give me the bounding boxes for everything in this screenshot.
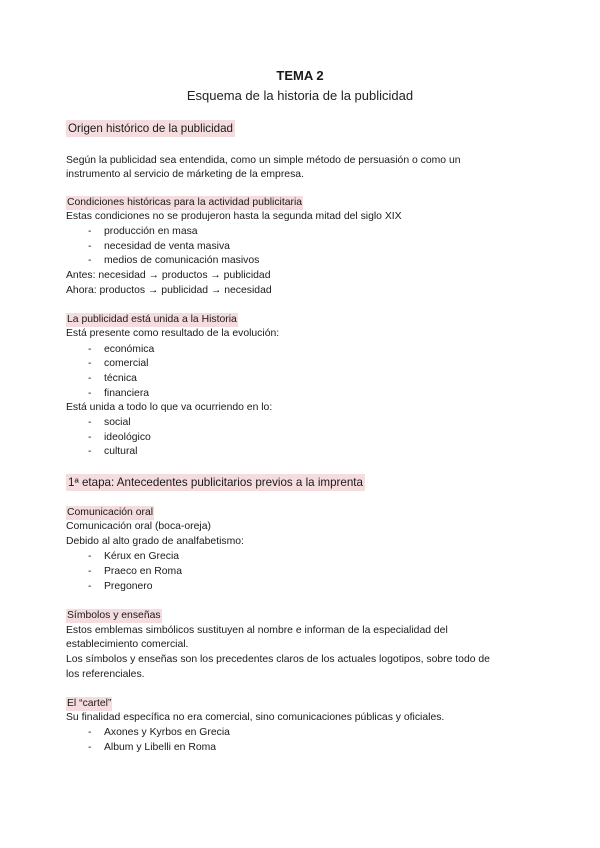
section-heading-etapa1: 1ª etapa: Antecedentes publicitarios previos a la imprenta <box>68 476 363 489</box>
list-item: ideológico <box>104 432 151 443</box>
bullet-dash: - <box>88 742 92 753</box>
list-item: necesidad de venta masiva <box>104 241 230 252</box>
bullet-dash: - <box>88 388 92 399</box>
bullet-dash: - <box>88 727 92 738</box>
list-item: Album y Libelli en Roma <box>104 742 217 753</box>
subheading-cartel: El “cartel” <box>67 698 112 709</box>
bullet-dash: - <box>88 417 92 428</box>
paragraph-line: Según la publicidad sea entendida, como un simple método de persuasión o como un <box>66 155 461 166</box>
bullet-dash: - <box>88 255 92 266</box>
bullet-dash: - <box>88 581 92 592</box>
bullet-dash: - <box>88 432 92 443</box>
paragraph-line: Está unida a todo lo que va ocurriendo en lo: <box>66 402 273 413</box>
list-item: económica <box>104 344 155 355</box>
list-item: técnica <box>104 373 137 384</box>
list-item: financiera <box>104 388 150 399</box>
list-item: Axones y Kyrbos en Grecia <box>104 727 230 738</box>
bullet-dash: - <box>88 358 92 369</box>
section-heading-origen: Origen histórico de la publicidad <box>68 122 233 135</box>
list-item: Kérux en Grecia <box>104 551 180 562</box>
list-item: cultural <box>104 446 138 457</box>
bullet-dash: - <box>88 446 92 457</box>
paragraph-line: Ahora: productos → publicidad → necesidad <box>66 285 272 296</box>
subheading-condiciones: Condiciones históricas para la actividad publicitaria <box>67 197 303 208</box>
bullet-dash: - <box>88 226 92 237</box>
paragraph-line: Antes: necesidad → productos → publicidad <box>66 270 271 281</box>
subheading-oral: Comunicación oral <box>67 507 154 518</box>
paragraph-line: Los símbolos y enseñas son los precedentes claros de los actuales logotipos, sobre todo de <box>66 654 490 665</box>
list-item: Pregonero <box>104 581 153 592</box>
subheading-simbolos: Símbolos y enseñas <box>67 610 161 621</box>
list-item: comercial <box>104 358 149 369</box>
list-item: social <box>104 417 131 428</box>
paragraph-line: Estos emblemas simbólicos sustituyen al nombre e informan de la especialidad del <box>66 625 448 636</box>
paragraph-line: Está presente como resultado de la evolución: <box>66 328 280 339</box>
paragraph-line: Debido al alto grado de analfabetismo: <box>66 536 244 547</box>
bullet-dash: - <box>88 344 92 355</box>
paragraph-line: instrumento al servicio de márketing de la empresa. <box>66 169 304 180</box>
list-item: Praeco en Roma <box>104 566 182 577</box>
paragraph-line: Su finalidad específica no era comercial, sino comunicaciones públicas y oficiales. <box>66 712 445 723</box>
bullet-dash: - <box>88 373 92 384</box>
paragraph-line: establecimiento comercial. <box>66 639 189 650</box>
bullet-dash: - <box>88 241 92 252</box>
subheading-historia: La publicidad está unida a la Historia <box>67 314 237 325</box>
page-subtitle: Esquema de la historia de la publicidad <box>186 88 414 103</box>
bullet-dash: - <box>88 551 92 562</box>
paragraph-line: Comunicación oral (boca-oreja) <box>66 521 211 532</box>
paragraph-line: los referenciales. <box>66 669 145 680</box>
bullet-dash: - <box>88 566 92 577</box>
page-title: TEMA 2 <box>276 68 324 83</box>
list-item: producción en masa <box>104 226 198 237</box>
paragraph-line: Estas condiciones no se produjeron hasta la segunda mitad del siglo XIX <box>66 211 402 222</box>
list-item: medios de comunicación masivos <box>104 255 260 266</box>
